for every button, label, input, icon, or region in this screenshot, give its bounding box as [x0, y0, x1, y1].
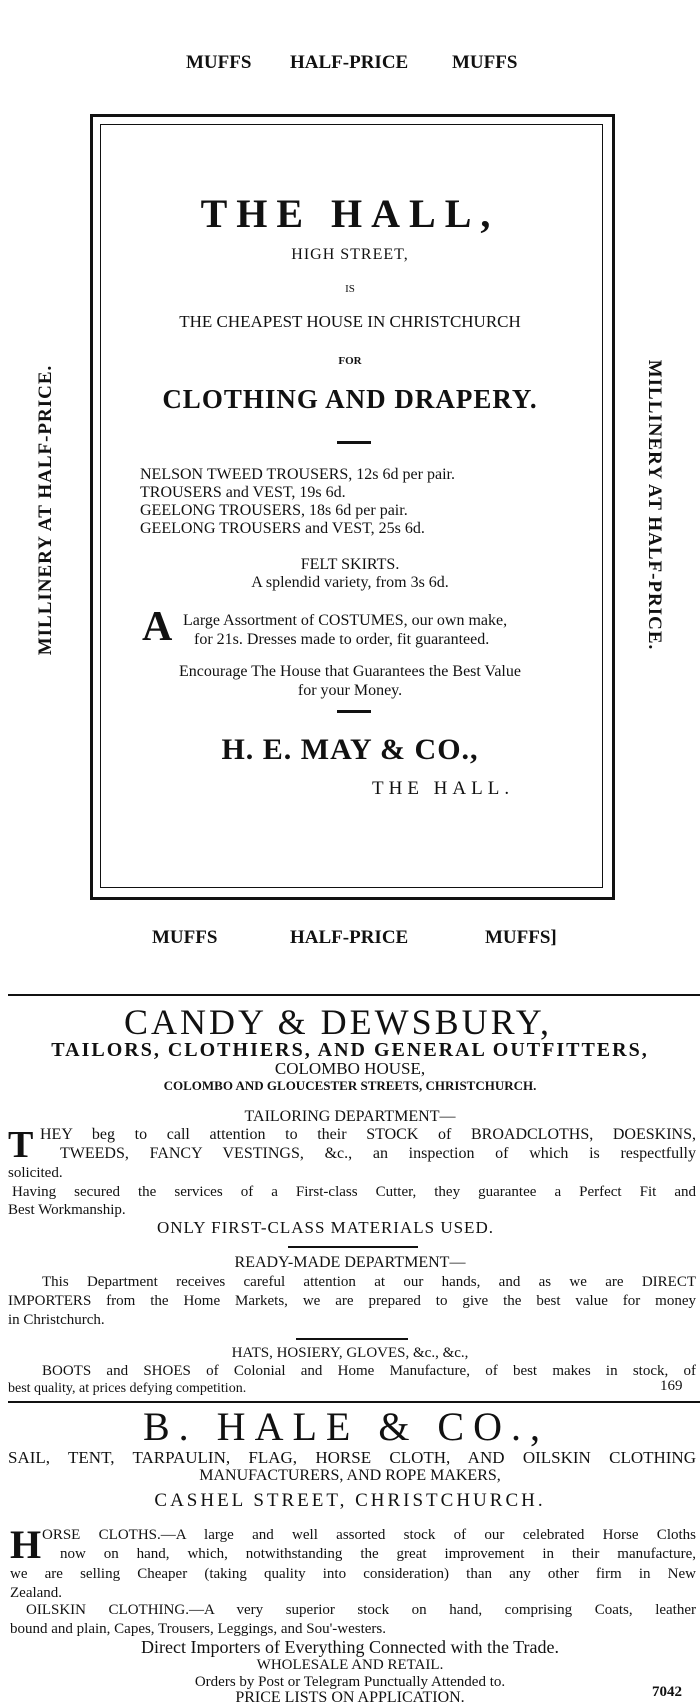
- hall-item: TROUSERS and VEST, 19s 6d.: [140, 484, 346, 501]
- tailoring-line: TWEEDS, FANCY VESTINGS, &c., an inspection of which is respectfully: [60, 1145, 696, 1162]
- divider: [296, 1338, 408, 1340]
- tailoring-line: solicited.: [8, 1165, 63, 1181]
- divider: [337, 710, 371, 713]
- hale-trade: SAIL, TENT, TARPAULIN, FLAG, HORSE CLOTH, AND OILSKIN CLOTHING: [8, 1448, 696, 1467]
- hall-title: THE HALL,: [200, 191, 500, 236]
- oilskin-line: bound and plain, Capes, Trousers, Leggings, and Sou'-westers.: [10, 1621, 387, 1637]
- section-rule: [8, 994, 700, 996]
- costumes-dropcap: A: [142, 604, 173, 650]
- banner-half-price: HALF-PRICE: [290, 927, 409, 948]
- tailoring-line: HEY beg to call attention to their STOCK of BROADCLOTHS, DOESKINS,: [40, 1126, 696, 1143]
- hall-cheapest: THE CHEAPEST HOUSE IN CHRISTCHURCH: [179, 312, 521, 331]
- oilskin-line: OILSKIN CLOTHING.—A very superior stock on hand, comprising Coats, leather: [26, 1602, 696, 1618]
- horse-line: ORSE CLOTHS.—A large and well assorted stock of our celebrated Horse Cloths: [42, 1527, 696, 1543]
- hall-is: IS: [345, 283, 355, 295]
- hats-line: HATS, HOSIERY, GLOVES, &c., &c.,: [231, 1345, 469, 1361]
- horse-line: we are selling Cheaper (taking quality into consideration) than any other firm in New: [10, 1566, 696, 1582]
- felt-variety: A splendid variety, from 3s 6d.: [251, 574, 449, 591]
- encourage-line-2: for your Money.: [297, 682, 403, 699]
- felt-skirts: FELT SKIRTS.: [300, 556, 400, 573]
- readymade-line: in Christchurch.: [8, 1312, 105, 1328]
- horse-dropcap: H: [10, 1522, 42, 1567]
- encourage-line-1: Encourage The House that Guarantees the Best Value: [179, 663, 521, 680]
- banner-muffs-right: MUFFS: [452, 52, 518, 73]
- costumes-line-1: Large Assortment of COSTUMES, our own make,: [183, 612, 508, 629]
- readymade-heading: READY-MADE DEPARTMENT—: [234, 1254, 466, 1271]
- candy-trade: TAILORS, CLOTHIERS, AND GENERAL OUTFITTERS,: [51, 1039, 649, 1061]
- importers-line: Direct Importers of Everything Connected with the Trade.: [141, 1637, 559, 1657]
- side-text-right: MILLINERY AT HALF-PRICE.: [644, 359, 665, 651]
- ad-number: 7042: [652, 1684, 682, 1700]
- boots-line: BOOTS and SHOES of Colonial and Home Manufacture, of best makes in stock, of: [42, 1363, 696, 1379]
- hall-item: GEELONG TROUSERS, 18s 6d per pair.: [140, 502, 408, 519]
- hale-trade: MANUFACTURERS, AND ROPE MAKERS,: [199, 1467, 501, 1484]
- readymade-line: IMPORTERS from the Home Markets, we are prepared to give the best value for money: [8, 1293, 696, 1309]
- banner-muffs-right: MUFFS]: [485, 927, 557, 948]
- banner-muffs-left: MUFFS: [186, 52, 252, 73]
- wholesale-line: WHOLESALE AND RETAIL.: [256, 1657, 444, 1673]
- tailoring-dropcap: T: [8, 1124, 34, 1166]
- costumes-line-2: for 21s. Dresses made to order, fit guaranteed.: [194, 631, 490, 648]
- candy-address: COLOMBO AND GLOUCESTER STREETS, CHRISTCHURCH.: [163, 1078, 537, 1093]
- price-lists-line: PRICE LISTS ON APPLICATION.: [235, 1689, 465, 1706]
- candy-house: COLOMBO HOUSE,: [274, 1059, 426, 1078]
- hall-street: HIGH STREET,: [291, 246, 409, 263]
- hall-clothing: CLOTHING AND DRAPERY.: [162, 384, 538, 414]
- hale-name: B. HALE & CO.,: [143, 1404, 549, 1449]
- candy-name: CANDY & DEWSBURY,: [124, 1002, 553, 1042]
- divider: [337, 441, 371, 444]
- materials-line: ONLY FIRST-CLASS MATERIALS USED.: [157, 1218, 494, 1237]
- firm-hall: THE HALL.: [372, 778, 515, 799]
- horse-line: Zealand.: [10, 1585, 63, 1601]
- side-text-left: MILLINERY AT HALF-PRICE.: [35, 364, 56, 656]
- tailoring-heading: TAILORING DEPARTMENT—: [244, 1108, 456, 1125]
- firm-name: H. E. MAY & CO.,: [221, 733, 479, 766]
- hall-for: FOR: [338, 355, 362, 367]
- horse-line: now on hand, which, notwithstanding the great improvement in their manufacture,: [60, 1546, 696, 1562]
- divider: [288, 1246, 418, 1248]
- banner-half-price: HALF-PRICE: [290, 52, 409, 73]
- orders-line: Orders by Post or Telegram Punctually Attended to.: [194, 1674, 506, 1690]
- boots-line: best quality, at prices defying competition.: [8, 1381, 247, 1396]
- banner-muffs-left: MUFFS: [152, 927, 218, 948]
- hall-item: GEELONG TROUSERS and VEST, 25s 6d.: [140, 520, 425, 537]
- hale-street: CASHEL STREET, CHRISTCHURCH.: [154, 1490, 546, 1511]
- readymade-line: This Department receives careful attention at our hands, and as we are DIRECT: [42, 1274, 696, 1290]
- ad-number: 169: [660, 1378, 683, 1394]
- cutter-line: Having secured the services of a First-class Cutter, they guarantee a Perfect Fit and: [12, 1184, 696, 1200]
- hall-item: NELSON TWEED TROUSERS, 12s 6d per pair.: [140, 466, 455, 483]
- cutter-line: Best Workmanship.: [8, 1202, 126, 1218]
